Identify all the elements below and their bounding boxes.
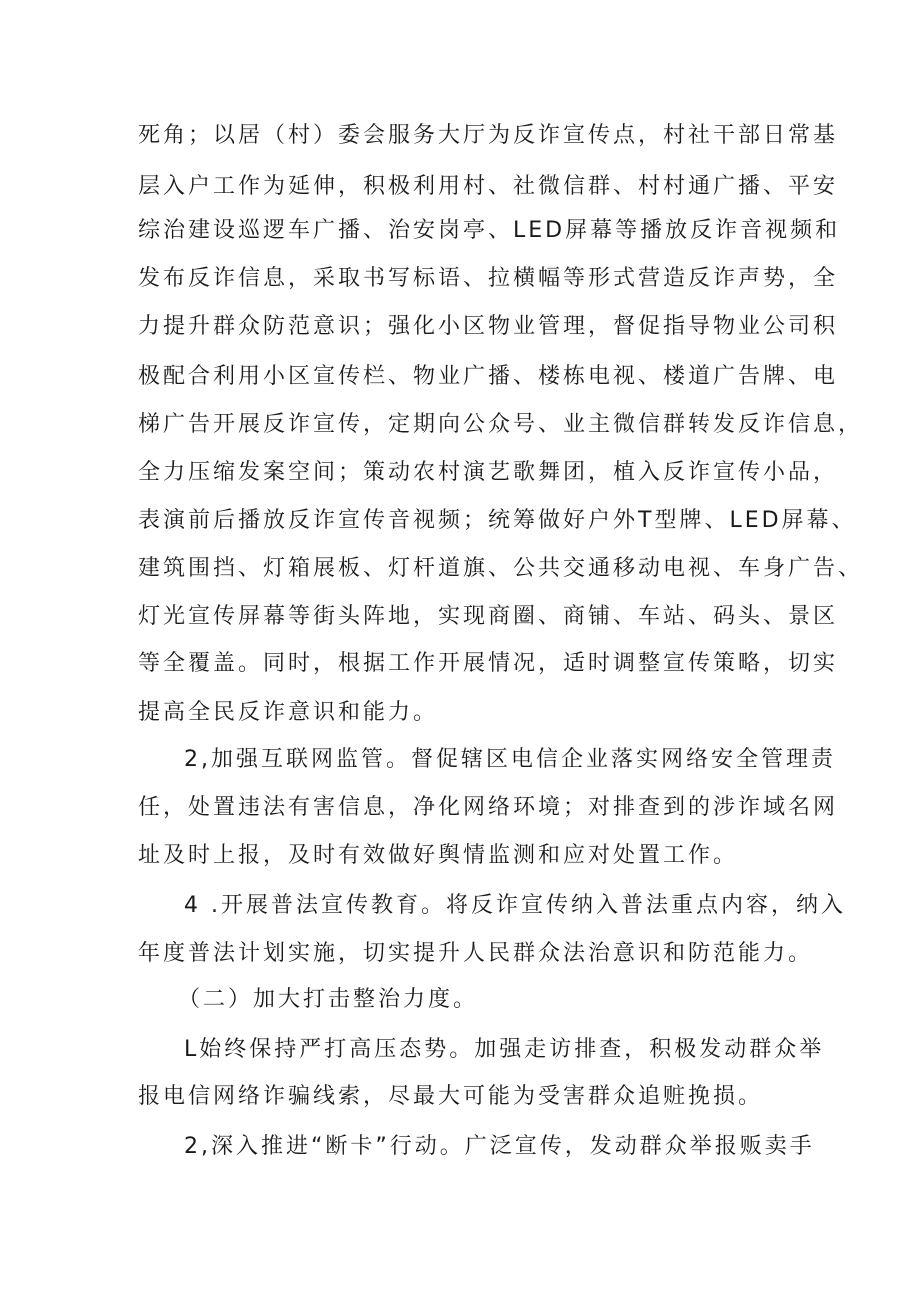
body-text-line: 力提升群众防范意识；强化小区物业管理，督促指导物业公司积 [138,314,839,339]
body-text-line: 发布反诈信息，采取书写标语、拉横幅等形式营造反诈声势，全 [138,266,839,291]
body-text-line: 灯光宣传屏幕等街头阵地，实现商圈、商铺、车站、码头、景区 [138,604,839,629]
body-text-line: 址及时上报，及时有效做好舆情监测和应对处置工作。 [138,843,739,868]
body-text-line: 任，处置违法有害信息，净化网络环境；对排查到的涉诈域名网 [138,795,839,820]
body-text-line: 报电信网络诈骗线索，尽最大可能为受害群众追赃挽损。 [138,1084,764,1109]
body-text-line: 年度普法计划实施，切实提升人民群众法治意识和防范能力。 [138,941,814,966]
paragraph-first-line: 2,加强互联网监管。督促辖区电信企业落实网络安全管理责 [184,747,836,772]
paragraph-first-line: 2,深入推进“断卡”行动。广泛宣传，发动群众举报贩卖手 [184,1134,815,1159]
body-text-line: 提高全民反诈意识和能力。 [138,700,439,725]
body-text-line: 全力压缩发案空间；策动农村演艺歌舞团，植入反诈宣传小品， [138,460,839,485]
body-text-line: 死角；以居（村）委会服务大厅为反诈宣传点，村社干部日常基 [138,123,839,148]
paragraph-first-line: L始终保持严打高压态势。加强走访排查，积极发动群众举 [184,1037,825,1062]
body-text-line: 梯广告开展反诈宣传，定期向公众号、业主微信群转发反诈信息， [138,412,864,437]
body-text-line: 极配合利用小区宣传栏、物业广播、楼栋电视、楼道广告牌、电 [138,364,839,389]
body-text-line: 表演前后播放反诈宣传音视频；统筹做好户外T型牌、LED屏幕、 [138,508,857,533]
body-text-line: 等全覆盖。同时，根据工作开展情况，适时调整宣传策略，切实 [138,651,839,676]
body-text-line: 建筑围挡、灯箱展板、灯杆道旗、公共交通移动电视、车身广告、 [138,556,864,581]
body-text-line: 综治建设巡逻车广播、治安岗亭、LED屏幕等播放反诈音视频和 [138,218,841,243]
section-heading: （二）加大打击整治力度。 [178,987,479,1012]
paragraph-first-line: 4 .开展普法宣传教育。将反诈宣传纳入普法重点内容，纳入 [184,893,846,918]
body-text-line: 层入户工作为延伸，积极利用村、社微信群、村村通广播、平安 [138,174,839,199]
